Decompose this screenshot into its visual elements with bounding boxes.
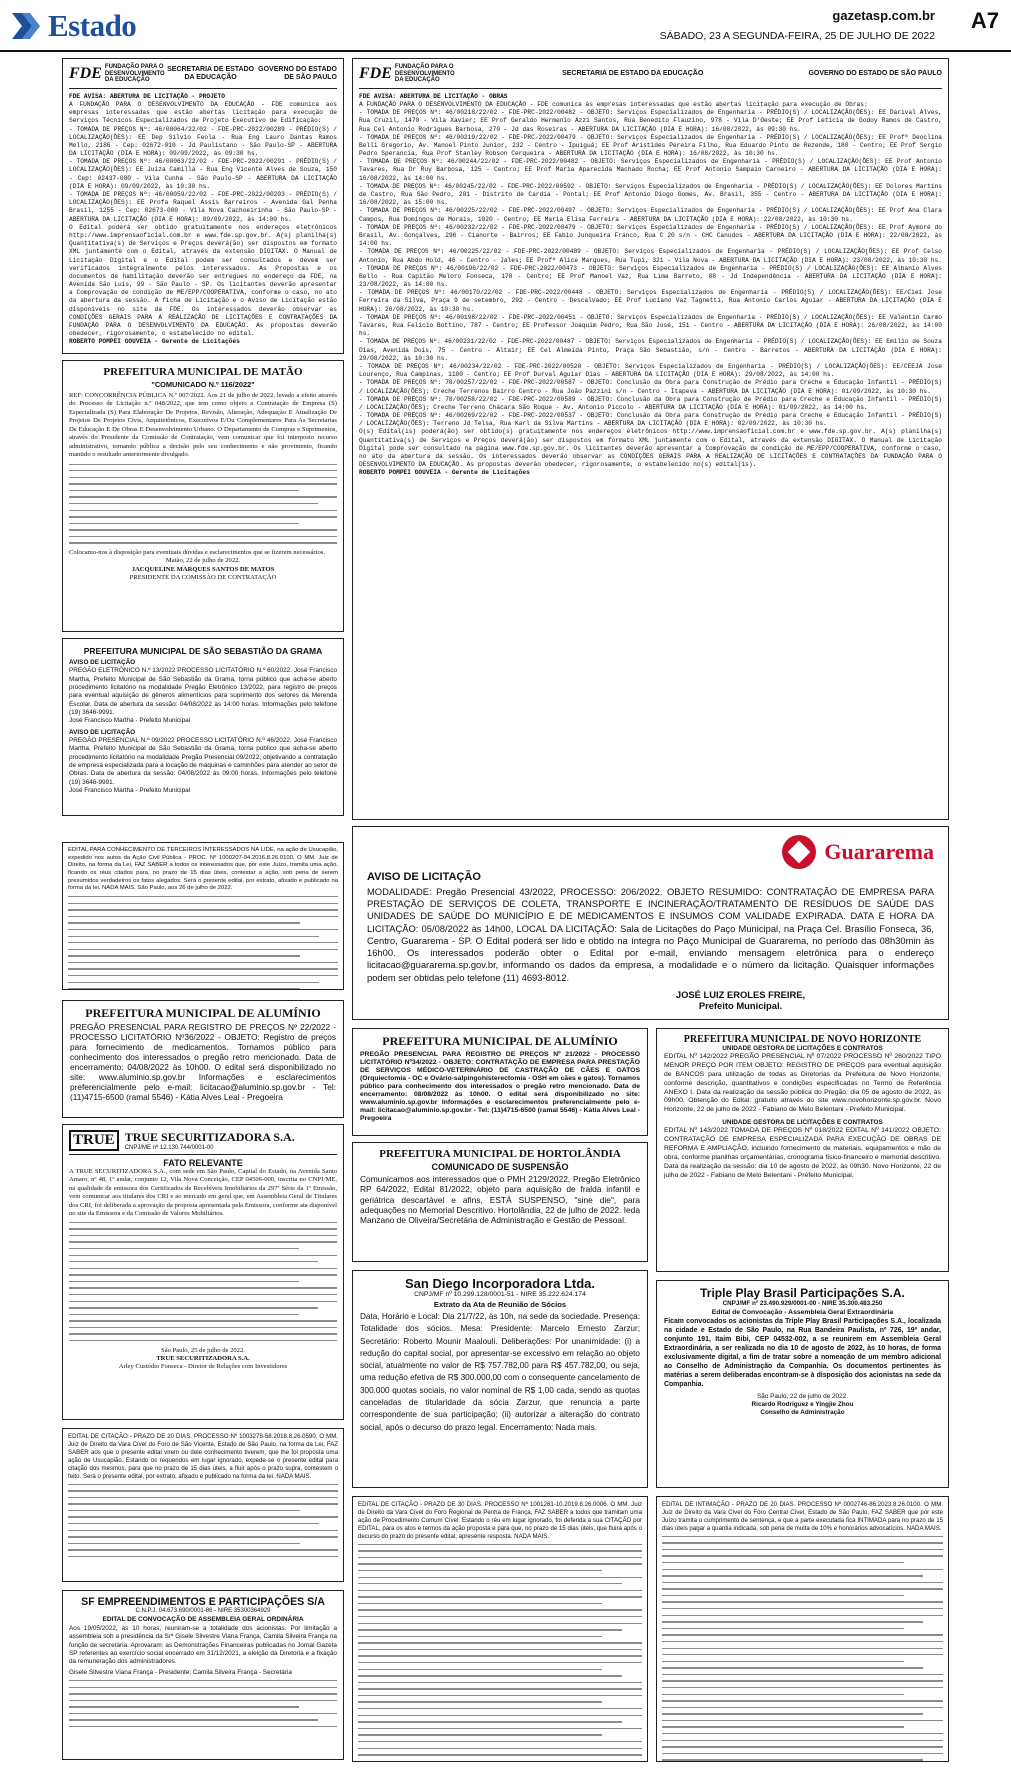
notice-item: - TOMADA DE PREÇOS Nº: 46/00219/22/02 - FDE-PRC-2022/00479 - OBJETO: Serviços Especializados de Engenharia - PRÉDIO(S) / LOCALIZAÇÃO(ÕES): EE Profª Deoclina Belli Gregorio, Av. Manoel Pinto Junior, 232 - Centro - Ipuiguá; EE Prof Aristides Pereira Filho, Rua Eduardo Pinto de Rezende, 180 - Centro; EE Prof Sergio Pedro Sperancia, Rua Prof Stanley Robson Cerqueira - ABERTURA DA LICITAÇÃO (DIA E HORA): 16/08/2022, às 10:30 hs. [359, 133, 942, 158]
notice-body: Comunicamos aos interessados que o PMH 2129/2022, Pregão Eletrônico RP 64/2022, Edital 81/2022, objeto para aquisição de fralda infantil e geriátrica descartável e afins, ESTÁ SUSPENSO, "sine die", para adequações no Memorial Descritivo. Hortolândia, 22 de julho de 2022. Ieda Manzano de Oliveira/Secretária de Administração e Gestão de Pessoal. [360, 1174, 640, 1225]
notice-body: EDITAL Nº 143/2022 TOMADA DE PREÇOS Nº 018/2022 EDITAL Nº 141/2022 OBJETO: CONTRATAÇÃO DE EMPRESA ESPECIALIZADA PARA EXECUÇÃO DE OBRAS DE REFORMA E AMPLIAÇÃO, incluindo fornecimento de materiais, equipamentos e mão de obra, conforme planilhas orçamentárias, cronograma físico-financeiro e memorial descritivo. Data da realização da sessão: dia 10 de agosto de 2022, às 09h30. Novo Horizonte, 22 de julho de 2022 - Fabiano de Melo Belentani - Prefeito Municipal. [664, 1127, 941, 1179]
guararema-logo [367, 835, 934, 869]
notice-body: PREGÃO ELETRÔNICO N.º 13/2022 PROCESSO LICITATÓRIO N.º 60/2022. José Francisco Martha, Prefeito Municipal de São Sebastião da Grama, torna público que acha-se aberto procedimento licitatório na modalidade Pregão Eletrônico 13/2022, para registro de preços para eventual aquisição de gêneros alimentícios para suprimento dos setores da Merenda Escolar. Data de abertura da sessão: 04/08/2022 às 14:00 horas. Informações pelo telefone (19) 3646-9991. [69, 667, 337, 716]
guararema-notice [352, 826, 949, 1020]
company-cnpj: CNPJ/MF nº 23.490.929/0001-00 - NIRE 35.300.483.250 [722, 1300, 883, 1307]
notice-item: - TOMADA DE PREÇOS Nº: 46/00198/22/02 - FDE-PRC-2022/00451 - OBJETO: Serviços Especializados de Engenharia - PRÉDIO(S) / LOCALIZAÇÃO(ÕES): EE Valentin Carmo Tavares, Rua Felício Bottino, 787 - Centro; EE Professor Joaquim Pedro, Rua São José, 151 - Centro - ABERTURA DA LICITAÇÃO (DIA E HORA): 26/08/2022, às 14:00 hs. [359, 313, 942, 338]
notice-body: Data, Horário e Local: Dia 21/7/22, às 10h, na sede da sociedade. Presença: Totalidade dos sócios. Mesa: Presidente: Marcelo Ernesto Zarzur; Secretário: Roberto Mounir Maalouli. Deliberações: Por unanimidade: (i) a redução do capital social, por apresentar-se excessivo em relação ao objeto social, atualmente no valor de R$ 757.782,00 para R$ 457.782,00, ou seja, uma redução efetiva de R$ 300.000,00 com o consequente cancelamento de 300.000 quotas sociais, no valor nominal de R$ 1,00 cada, sendo as quotas canceladas de titularidade da sócia Zarzur, que renuncia a parte correspondente de sua participação; (ii) autorizar a alteração do contrato social, após o decurso do prazo legal. Encerramento: Nada mais. [360, 1312, 640, 1432]
right-column [352, 58, 949, 826]
signer-name: JACQUELINE MARQUES SANTOS DE MATOS [131, 565, 275, 573]
notice-subtitle: FATO RELEVANTE [163, 1158, 243, 1168]
aluminio-notice-1 [62, 1000, 344, 1118]
notice-intro: A FUNDAÇÃO PARA O DESENVOLVIMENTO DA EDUCAÇÃO - FDE comunica aos empresas interessadas que estão abertas licitação para execução de Serviços Técnicos Especializados de Projeto Executivo de Edificação: [69, 100, 337, 125]
notice-item: - TOMADA DE PREÇOS Nº: 46/00064/22/02 - FDE-PRC-2022/00289 - PRÉDIO(S) / LOCALIZAÇÃO(ÕES): EE Dep Silvio Feola - Rua Eng Lauro Dantas Ramos Mello, 2186 - Cep: 02672-010 - Jd Paulistano - São Paulo-SP - ABERTURA DA LICITAÇÃO (DIA E HORA): 09/09/2022, às 09:30 hs. [69, 125, 337, 158]
fde-secretaria: SECRETARIA DE ESTADO DA EDUCAÇÃO [167, 66, 255, 81]
masthead [0, 0, 1011, 52]
notice-item: - TOMADA DE PREÇOS Nº: 46/00225/22/02 - FDE-PRC-2022/00497 - OBJETO: Serviços Especializados de Engenharia - PRÉDIO(S) / LOCALIZAÇÃO(ÕES): EE Prof Ana Clara Campos, Rua Domingos de Morais, 1020 - Centro; EE Maria Elisa Ferreira - ABERTURA DA LICITAÇÃO (DIA E HORA): 22/08/2022, às 10:30 hs. [359, 207, 942, 223]
fde-governo: GOVERNO DO ESTADO DE SÃO PAULO [258, 66, 337, 81]
signer-role: Prefeito Municipal. [698, 999, 783, 1011]
dateline: SÁBADO, 23 A SEGUNDA-FEIRA, 25 DE JULHO DE 2022 [659, 30, 935, 42]
notice-body: PREGÃO PRESENCIAL N.º 09/2022 PROCESSO LICITATÓRIO N.º 46/2022. José Francisco Martha, Prefeito Municipal de São Sebastião da Grama, torna público que acha-se aberto procedimento licitatório na modalidade Pregão Presencial 09/2022, objetivando a contratação de empresa especializada para a locação de máquinas e caminhões para atender ao setor de Obras. Data de abertura da sessão: 04/08/2022 às 09:00 horas. Informações pelo telefone (19) 3646-9991. [69, 736, 337, 786]
notice-item: - TOMADA DE PREÇOS Nº: 78/00258/22/02 - FDE-PRC-2022/00589 - OBJETO: Conclusão da Obra para Construção de Prédio para Creche e Educação Infantil - PRÉDIO(S) / LOCALIZAÇÃO(ÕES): Creche Terreno Chácara São Roque - Av. Antonio Piccolo - ABERTURA DA LICITAÇÃO (DIA E HORA): 01/09/2022, às 14:00 hs. [359, 395, 942, 411]
fine-print-lines [69, 464, 337, 544]
notice-date: São Paulo, 25 de julho de 2022. [161, 1346, 245, 1354]
notice-item: - TOMADA DE PREÇOS Nº: 46/00232/22/02 - FDE-PRC-2022/00479 - OBJETO: Serviços Especializados de Engenharia - PRÉDIO(S) / LOCALIZAÇÃO(ÕES): EE Prof Aymoré do Brasil, Av. Gonçalves, 296 - Cianorte - Bairros; EE Fabio Junqueira Franco, Rua C 20 s/n - CHC Canudos - ABERTURA DA LICITAÇÃO (DIA E HORA): 22/08/2022, às 14:00 hs. [359, 223, 942, 248]
notice-title: AVISO DE LICITAÇÃO [367, 871, 481, 883]
edital-usucapiao-notice [62, 1428, 344, 1582]
san-diego-notice [352, 1270, 648, 1488]
notice-body: REF: CONCORRÊNCIA PÚBLICA N.º 007/2022. Aos 21 de julho de 2022, levado a efeito através do Processo de Licitação n.º 048/2022, que tem como objeto a Contratação de Empresa (S) Especializada (S) Para Elaboração De Projetos, Revisão, Alteração, Adequação E Atualização De Projetos De Projetos Civis, Arquitetônicos, Executivos E/Ou Complementares Para As Secretarias De Educação E De Obras E Desenvolvimento Urbano. O Departamento de Compras e Suprimentos, através do Presidente da Comissão de Contratação, vem comunicar que foi interposto recurso administrativo, tornando pública a decisão pelo seu conhecimento e não provimento, ficando mantido o resultado anteriormente divulgado. [69, 392, 337, 459]
notice-item: - TOMADA DE PREÇOS Nº: 46/00059/22/02 - FDE-PRC-2022/00203 - PRÉDIO(S) / LOCALIZAÇÃO(ÕES): EE Profa Raquel Assis Barreiros - Avenida Gal Penha Brasil, 1255 - Cep: 02673-000 - Vila Nova Cachoeirinha - São Paulo-SP - ABERTURA DA LICITAÇÃO (DIA E HORA): 09/09/2022, às 14:00 hs. [69, 191, 337, 223]
signer-name: JOSÉ LUIZ EROLES FREIRE, [675, 988, 806, 1000]
fine-print-lines [662, 1536, 943, 1762]
notice-title: FDE AVISA: ABERTURA DE LICITAÇÃO - OBRAS [359, 92, 508, 100]
company-cnpj: C.N.P.J. 04.673.690/0001-86 - NIRE 35300364929 [135, 1608, 271, 1614]
notice-item: - TOMADA DE PREÇOS Nº: 46/00218/22/02 - FDE-PRC-2022/00482 - OBJETO: Serviços Especializados de Engenharia - PRÉDIO(S) / LOCALIZAÇÃO(ÕES): EE Darival Alves, Rua Cruzil, 1470 - Vila Xavier; EE Prof Geraldo Hermenio Azzi Santos, Rua Benedito Flauzino, 978 - Vila D'Oeste; EE Prof Leticia de Godoy Ramos de Castro, Rua Cel Antonio Rodrigues Barbosa, 270 - Jd das Roseiras - ABERTURA DA LICITAÇÃO (DIA E HORA): 16/08/2022, às 09:30 hs. [359, 109, 942, 133]
notice-title: FDE AVISA: ABERTURA DE LICITAÇÃO - PROJETO [69, 92, 225, 100]
company-name: TRUE SECURITIZADORA S.A. [124, 1130, 295, 1144]
left-column [62, 58, 344, 822]
fine-print-lines [68, 1484, 338, 1558]
notice-body: EDITAL PARA CONHECIMENTO DE TERCEIROS INTERESSADOS NA LIDE, na ação de Usucapião, expedido nos autos da Ação Civil Pública - PROC. Nº 1000207-94.2016.8.26.0100. O MM. Juiz de Direito, na forma da Lei, FAZ SABER a todos os interessados que, por este Juízo, tramita uma ação, ficando os réus citados para, no prazo de 15 dias úteis, contestar a ação, sob pena de serem presumidos verdadeiros os fatos alegados. Será o presente edital, por extrato, afixado e publicado na forma da lei. NADA MAIS. São Paulo, aos 26 de julho de 2022. [68, 847, 338, 892]
company-cnpj: CNPJ/ME nº 12.130.744/0001-00 [124, 1145, 214, 1151]
prefeitura-title: PREFEITURA MUNICIPAL DE SÃO SEBASTIÃO DA GRAMA [83, 646, 323, 656]
signer-name: Arley Custódio Fonseca - Diretor de Relações com Investidores [118, 1363, 288, 1371]
notice-date: Matão, 22 de julho de 2022. [165, 557, 241, 565]
notice-body: EDITAL DE CITAÇÃO - PRAZO DE 20 DIAS. PROCESSO Nº 1003278-58.2018.8.26.0590. O MM. Juiz de Direito da Vara Cível do Foro de São Vicente, Estado de São Paulo, na forma da Lei, FAZ SABER aos que o presente edital virem ou dele conhecimento tiverem, que lhe foi proposta uma ação de Usucapião. Estando os requeridos em lugar ignorado, expede-se o presente edital para citação dos mesmos, para que no prazo de 15 dias úteis, a fluir após o prazo supra, contestem o feito. Será o presente edital, por extrato, afixado e publicado na forma da lei. NADA MAIS. [68, 1433, 338, 1480]
prefeitura-title: PREFEITURA MUNICIPAL DE ALUMÍNIO [85, 1006, 321, 1020]
matao-notice [62, 360, 344, 632]
company-signature: TRUE SECURITIZADORA S.A. [156, 1355, 250, 1363]
signer-name: Ricardo Rodriguez e Yingjie Zhou [751, 1401, 854, 1409]
signer-role: Conselho de Administração [760, 1409, 845, 1417]
notice-item: - TOMADA DE PREÇOS Nº: 46/00231/22/02 - FDE-PRC-2022/00487 - OBJETO: Serviços Especializados de Engenharia - PRÉDIO(S) / LOCALIZAÇÃO(ÕES): EE Emilio de Souza Dias, Avenida Dois, 75 - Centro - Altair; EE Cel Almeida Pinto, Praça São Sebastião, s/n - Centro - Barretos - ABERTURA DA LICITAÇÃO (DIA E HORA): 29/08/2022, às 10:30 hs. [359, 338, 942, 362]
notice-signature: ROBERTO POMPEI GOUVEIA - Gerente de Licitações [359, 469, 530, 477]
page-number: A7 [970, 8, 999, 33]
fine-print-lines [69, 1680, 337, 1727]
fde-secretaria: SECRETARIA DE ESTADO DA EDUCAÇÃO [562, 70, 704, 78]
double-chevron-icon [12, 13, 42, 39]
company-name: Triple Play Brasil Participações S.A. [700, 1286, 905, 1300]
fde-header [69, 64, 337, 89]
fine-print-lines [69, 1222, 337, 1342]
fine-print-lines [358, 1544, 642, 1762]
notice-item: - TOMADA DE PREÇOS Nº: 78/00257/22/02 - FDE-PRC-2022/00587 - OBJETO: Conclusão da Obra para Construção de Prédio para Creche e Educação Infantil - PRÉDIO(S) / LOCALIZAÇÃO(ÕES): Creche Terrenos Bairro Centro - Rua João Pazzini s/n - Centro - Itapeva - ABERTURA DA LICITAÇÃO (DIA E HORA): 01/09/2022, às 10:30 hs. [359, 379, 942, 395]
fine-print-lines [68, 896, 338, 989]
company-name: San Diego Incorporadora Ltda. [405, 1276, 595, 1291]
true-securitizadora-notice [62, 1124, 344, 1420]
signer-name: Gisele Silvestre Viana França - Presidente; Camila Silveira França - Secretária [69, 1668, 292, 1676]
prefeitura-title: PREFEITURA MUNICIPAL DE MATÃO [103, 366, 303, 378]
notice-body: PREGÃO PRESENCIAL PARA REGISTRO DE PREÇOS Nº 22/2022 - PROCESSO LICITATÓRIO Nº36/2022 - OBJETO: Registro de preços para fornecimento de medicamentos. Tornamos público para conhecimento dos interessados o pregão retro mencionado. Data de encerramento: 04/08/2022 às 10h00. O edital será disponibilizado no site: www.aluminio.sp.gov.br Informações e esclarecimentos preferencialmente pelo e-mail: licitacao@aluminio.sp.gov.br - Tel: (11)4715-6500 (ramal 5546) - Kátia Alves Leal - Pregoeira [70, 1022, 336, 1102]
signer-role: PRESIDENTE DA COMISSÃO DE CONTRATAÇÃO [129, 574, 277, 582]
notice-item: - TOMADA DE PREÇOS Nº: 46/00245/22/02 - FDE-PRC-2022/00592 - OBJETO: Serviços Especializados de Engenharia - PRÉDIO(S) / LOCALIZAÇÃO(ÕES): EE Dolores Martins de Castro, Rua São Pedro, 201 - Distrito de Cardia - Pontal; EE Prof Antonio Diogo Gomes, Av. Brasil, 355 - Centro - ABERTURA DA LICITAÇÃO (DIA E HORA): 16/08/2022, às 15:00 hs. [359, 182, 942, 207]
notice-date: São Paulo, 22 de julho de 2022. [757, 1392, 848, 1400]
notice-body: O Edital poderá ser obtido gratuitamente nos endereços eletrônicos http://www.imprensaoficial.com.br e www.fde.sp.gov.br. A(s) planilha(s) Quantitativa(s) de Serviços e Preços deverá(ão) ser dispostos em formato XML juntamente com o Edital, através da extensão DIGITAX. O Manual de Licitação Digital e o Edital podem ser consultados e devem ser verificados integralmente pelos interessados. As Propostas e os documentos de habilitação deverão ser entregues no endereço da FDE, na Avenida São Luís, 99 - São Paulo - SP. Os licitantes deverão apresentar a Comprovação de condição de ME/EPP/COOPERATIVA, conforme o caso, no ato da abertura da sessão. A ficha de Licitação e o Aviso de Licitação estão disponíveis no site da FDE. Os interessados deverão observar as CONDIÇÕES GERAIS PARA A REALIZAÇÃO DE LICITAÇÕES E CONTRATAÇÕES DA FUNDAÇÃO PARA O DESENVOLVIMENTO DA EDUCAÇÃO. As propostas deverão obedecer, rigorosamente, o estabelecido no edital. [69, 223, 337, 338]
notice-body: EDITAL DE CITAÇÃO - PRAZO DE 30 DIAS. PROCESSO Nº 1001261-10.2019.8.26.0006. O MM. Juiz de Direito da Vara Cível do Foro Regional de Penha de França, FAZ SABER a todos que tramitam uma ação de Procedimento Comum Cível. Estando o réu em lugar ignorado, foi deferida a sua CITAÇÃO por EDITAL, para os atos e termos da ação proposta e para que, no prazo de 15 dias úteis, que fluirá após o decurso do prazo do presente edital, apresente resposta. NADA MAIS. [358, 1501, 642, 1540]
fde-logo: FDE [359, 64, 392, 82]
notice-subtitle: "COMUNICADO N.º 116/2022" [151, 380, 255, 389]
notice-body: MODALIDADE: Pregão Presencial 43/2022, PROCESSO: 206/2022. OBJETO RESUMIDO: CONTRATAÇÃO DE EMPRESA PARA PRESTAÇÃO DE SERVIÇOS DE COLETA, TRANSPORTE E INCINERAÇÃO/TRATAMENTO DE RESÍDUOS DE SAÚDE DAS UNIDADES DE SAÚDE DO MUNICÍPIO E DE MEDICAMENTOS E INSUMOS COM VALIDADE EXPIRADA. DATA E HORA DA LICITAÇÃO: 05/08/2022 às 14h00, LOCAL DA LICITAÇÃO: Sala de Licitações do Paço Municipal, na Praça Cel. Brasílio Fonseca, 36, Centro, Guararema - SP. O Edital poderá ser lido e obtido na íntegra no Paço Municipal de Guararema, no período das 08h30min às 16h00. Os interessados poderão obter o Edital por e-mail, enviando mensagem eletrônica para o endereço licitacao@guararema.sp.gov.br, informando os dados da empresa, a modalidade e o número da licitação. Quaisquer informações podem ser obtidas pelo telefone (11) 4693-8012. [367, 886, 934, 983]
notice-body: PREGÃO PRESENCIAL PARA REGISTRO DE PREÇOS Nº 21/2022 - PROCESSO LICITATÓRIO Nº34/2022 - OBJETO: CONTRATAÇÃO DE EMPRESA PARA PRESTAÇÃO DE SERVIÇOS MÉDICO-VETERINÁRIO DE CASTRAÇÃO DE CÃES E GATOS (Orquiectomia - OC e Ovário-salpingohisterectomia - OSH em cães e gatos). Tornamos público para conhecimento dos interessados o pregão retro mencionado. Data de encerramento: 08/08/2022 às 10h00. O edital será disponibilizado no site: www.aluminio.sp.gov.br Informações e esclarecimentos preferencialmente pelo e-mail: licitacao@aluminio.sp.gov.br - Tel: (11)4715-6500 (ramal 5546) - Kátia Alves Leal - Pregoeira [360, 1051, 640, 1123]
fde-header [359, 64, 942, 89]
true-logo-icon: TRUE [69, 1130, 119, 1151]
section-brand: Estado [48, 8, 137, 43]
company-name: SF EMPREENDIMENTOS E PARTICIPAÇÕES S/A [81, 1596, 325, 1608]
section-title: UNIDADE GESTORA DE LICITAÇÕES E CONTRATOS [722, 1119, 883, 1127]
city-name: Guararema [824, 839, 934, 864]
fde-governo: GOVERNO DO ESTADO DE SÃO PAULO [808, 70, 942, 78]
city-crest-icon [782, 835, 816, 869]
notice-signature: ROBERTO POMPEI GOUVEIA - Gerente de Licitações [69, 338, 240, 346]
notice-signer: José Francisco Martha - Prefeito Municipal [69, 717, 191, 725]
edital-citacao-notice [62, 842, 344, 990]
prefeitura-title: PREFEITURA MUNICIPAL DE ALUMÍNIO [382, 1034, 618, 1048]
notice-item: - TOMADA DE PREÇOS Nº: 46/00063/22/02 - FDE-PRC-2022/00291 - PRÉDIO(S) / LOCALIZAÇÃO(ÕES): EE Juiza Camilla - Rua Eng Vicente Alves de Souza, 150 - Cep: 02437-080 - Vila Cunha - São Paulo-SP - ABERTURA DA LICITAÇÃO (DIA E HORA): 09/09/2022, às 10:30 hs. [69, 158, 337, 190]
hortolandia-notice [352, 1142, 648, 1262]
notice-body: O(s) Edital(is) poderá(ão) ser obtido(s) gratuitamente nos endereços eletrônicos http://www.imprensaoficial.com.br e www.fde.sp.gov.br. A(s) planilha(s) Quantitativa(s) de Serviços e Preços deverá(ão) ser dispostos em formato XML juntamente com o Edital, através da extensão DIGITAX. O Manual de Licitação Digital pode ser consultado na página www.fde.sp.gov.br. Os licitantes deverão apresentar a Comprovação de condição de ME/EPP/COOPERATIVA, conforme o caso, no ato da abertura da sessão. Os interessados deverão observar as CONDIÇÕES GERAIS PARA A REALIZAÇÃO DE LICITAÇÕES E CONTRATAÇÕES DA FUNDAÇÃO PARA O DESENVOLVIMENTO DA EDUCAÇÃO. As propostas deverão obedecer, rigorosamente, o estabelecido no(s) edital(is). [359, 428, 942, 469]
fde-foundation-name: FUNDAÇÃO PARA O DESENVOLVIMENTO DA EDUCAÇÃO [394, 64, 455, 84]
prefeitura-title: PREFEITURA MUNICIPAL DE HORTOLÂNDIA [379, 1148, 621, 1160]
notice-subtitle: EDITAL DE CONVOCAÇÃO DE ASSEMBLEIA GERAL ORDINÁRIA [102, 1616, 304, 1623]
notice-body: EDITAL DE INTIMAÇÃO - PRAZO DE 20 DIAS. PROCESSO Nº 0002746-86.2023.8.26.0100. O MM. Juiz de Direito da Vara Cível do Foro Central Cível, Estado de São Paulo, FAZ SABER que por este Juízo tramita o cumprimento de sentença, e que a parte executada fica INTIMADA para no prazo de 15 dias úteis pagar a quantia indicada, sob pena de multa de 10% e honorários advocatícios. NADA MAIS. [662, 1501, 943, 1532]
notice-body: Aos 19/05/2022, às 10 horas, reuniram-se a totalidade dos acionistas. Por limitação a assembleia sob a presidência da Srª Gisele Silvestre Viana França, Camila Silveira França na função de secretária. Aprovaram: as Demonstrações Financeiras publicadas no Jornal Gazeta SP referentes ao exercício social encerrado em 31/12/2021, a eleição da Diretoria e a fixação da remuneração dos administradores. [69, 1625, 337, 1666]
sao-sebastiao-notice [62, 638, 344, 816]
notice-subtitle: Edital de Convocação - Assembleia Geral Extraordinária [711, 1309, 894, 1316]
section-title: AVISO DE LICITAÇÃO [69, 659, 136, 666]
company-cnpj: CNPJ/MF nº 10.299.128/0001-51 - NIRE 35.222.624.174 [414, 1291, 586, 1298]
notice-body: EDITAL Nº 142/2022 PREGÃO PRESENCIAL Nº 07/2022 PROCESSO Nº 260/2022 TIPO MENOR PREÇO POR ITEM OBJETO: REGISTRO DE PREÇOS para eventual aquisição de BANCOS para utilização de todas as Diretorias da Prefeitura de Novo Horizonte, conforme descrição, quantitativos e condições especificadas no Termo de Referência ANEXO I. Data da realização da sessão pública do Pregão: dia 05 de agosto de 2022, às 09h00. Obtenção do Edital: gratuito através do site www.novohorizonte.sp.gov.br. Novo Horizonte, 22 de julho de 2022 - Fabiano de Melo Belentani - Prefeito Municipal. [664, 1053, 941, 1114]
notice-subtitle: COMUNICADO DE SUSPENSÃO [431, 1162, 569, 1172]
notice-item: - TOMADA DE PREÇOS Nº: 46/00234/22/02 - FDE-PRC-2022/00520 - OBJETO: Serviços Especializados de Engenharia - PRÉDIO(S) / LOCALIZAÇÃO(ÕES): EE/CEEJA Jose Lourenço, Rua Campinas, 1100 - Centro; EE Prof Durval Aguiar Dias - ABERTURA DA LICITAÇÃO (DIA E HORA): 29/08/2022, às 14:00 hs. [359, 362, 942, 379]
fde-logo: FDE [69, 64, 102, 82]
notice-intro: A FUNDAÇÃO PARA O DESENVOLVIMENTO DA EDUCAÇÃO - FDE comunica às empresas interessadas que estão abertas licitação para execução de Obras: [359, 100, 868, 108]
notice-subtitle: Extrato da Ata de Reunião de Sócios [433, 1300, 567, 1309]
notice-signer: José Francisco Martha - Prefeito Municipal [69, 786, 191, 794]
sf-empreendimentos-notice [62, 1590, 344, 1760]
novo-horizonte-notice [656, 1028, 949, 1272]
site-url: gazetasp.com.br [832, 8, 935, 23]
notice-item: - TOMADA DE PREÇOS Nº: 46/00269/22/02 - FDE-PRC-2022/00537 - OBJETO: Conclusão da Obra para Construção de Prédio para Creche e Educação Infantil - PRÉDIO(S) / LOCALIZAÇÃO(ÕES): Terreno Jd Telsa, Rua Karl da Silva Martins - ABERTURA DA LICITAÇÃO (DIA E HORA): 02/09/2022, às 10:30 hs. [359, 412, 942, 428]
fde-obras-notice [352, 58, 949, 820]
aluminio-notice-2 [352, 1028, 648, 1136]
triple-play-notice [656, 1280, 949, 1488]
section-title: UNIDADE GESTORA DE LICITAÇÕES E CONTRATOS [722, 1045, 883, 1052]
prefeitura-title: PREFEITURA MUNICIPAL DE NOVO HORIZONTE [683, 1034, 922, 1045]
fde-services-notice [62, 58, 344, 354]
section-title: AVISO DE LICITAÇÃO [69, 728, 136, 736]
notice-closing: Colocamo-nos à disposição para eventuais dúvidas e esclarecimentos que se fizerem necessários. [69, 549, 325, 557]
newspaper-logo [12, 8, 136, 44]
notice-item: - TOMADA DE PREÇOS Nº: 46/00244/22/02 - FDE-PRC-2022/00482 - OBJETO: Serviços Especializados de Engenharia - PRÉDIO(S) / LOCALIZAÇÃO(ÕES): EE Prof Antonio Tavares, Rua Dr Ruy Barbosa, 125 - Centro; EE Prof Maria Aparecida Machado Rocha; EE Prof Antonio Sampaio Carneiro - ABERTURA DA LICITAÇÃO (DIA E HORA): 16/08/2022, às 14:00 hs. [359, 158, 942, 182]
notice-item: - TOMADA DE PREÇOS Nº: 46/00170/22/02 - FDE-PRC-2022/00448 - OBJETO: Serviços Especializados de Engenharia - PRÉDIO(S) / LOCALIZAÇÃO(ÕES): EE/Ciei Jose Ferreira da Silva, Praça 9 de setembro, 292 - Centro - Descalvado; EE Prof Luciano Vaz Tagnetti, Rua Antonio Carlos Aguiar - ABERTURA DA LICITAÇÃO (DIA E HORA): 26/08/2022, às 10:30 hs. [359, 289, 942, 313]
notice-body: Ficam convocados os acionistas da Triple Play Brasil Participações S.A., localizada na cidade e Estado de São Paulo, na Rua Bandeira Paulista, nº 726, 19º andar, conjunto 191, Itaim Bibi, CEP 04532-002, a se reunirem em Assembleia Geral Extraordinária, a ser realizada no dia 10 de agosto de 2022, às 10 horas, de forma exclusivamente digital, a fim de tratar sobre a nomeação de um membro adicional ao Conselho de Administração da Companhia. Os documentos pertinentes às matérias a serem deliberadas encontram-se à disposição dos acionistas na sede da Companhia. [664, 1318, 941, 1388]
notice-body: A TRUE SECURITIZADORA S.A., com sede em São Paulo, Capital do Estado, na Avenida Santo Amaro, nº 48, 1º andar, conjunto 12, Vila Nova Conceição, CEP 04506-000, inscrita no CNPJ/ME, na qualidade de emissora dos Certificados de Recebíveis Imobiliários da 297ª Série da 1ª Emissão, vem comunicar aos titulares dos CRI e ao mercado em geral que, em Assembleia Geral de Titulares dos CRI, foi deliberada a aprovação da proposta apresentada pela Emissora, conforme ata disponível no site da Emissora e da Comissão de Valores Mobiliários. [69, 1168, 337, 1218]
edital-intimacao-notice [656, 1496, 949, 1762]
edital-citacao-notice-2 [352, 1496, 648, 1762]
notice-item: - TOMADA DE PREÇOS Nº: 46/00225/22/02 - FDE-PRC-2022/00489 - OBJETO: Serviços Especializados de Engenharia - PRÉDIO(S) / LOCALIZAÇÃO(ÕES): EE Prof Celso Antonio, Rua Abdo Hold, 46 - Centro - Jales; EE Profª Alice Marques, Rua Tupi, 321 - Vila Nova - ABERTURA DA LICITAÇÃO (DIA E HORA): 23/08/2022, às 10:30 hs. [359, 248, 942, 264]
notice-item: - TOMADA DE PREÇOS Nº: 46/00196/22/02 - FDE-PRC-2022/00473 - OBJETO: Serviços Especializados de Engenharia - PRÉDIO(S) / LOCALIZAÇÃO(ÕES): EE Albanio Alves Bello - Rua Capitão Meloro Fonseca, 178 - Centro; EE Prof Manoel Vaz, Rua Lima Barreto, 88 - Jd Independência - ABERTURA DA LICITAÇÃO (DIA E HORA): 23/08/2022, às 14:00 hs. [359, 264, 942, 289]
fde-foundation-name: FUNDAÇÃO PARA O DESENVOLVIMENTO DA EDUCAÇÃO [104, 64, 165, 84]
